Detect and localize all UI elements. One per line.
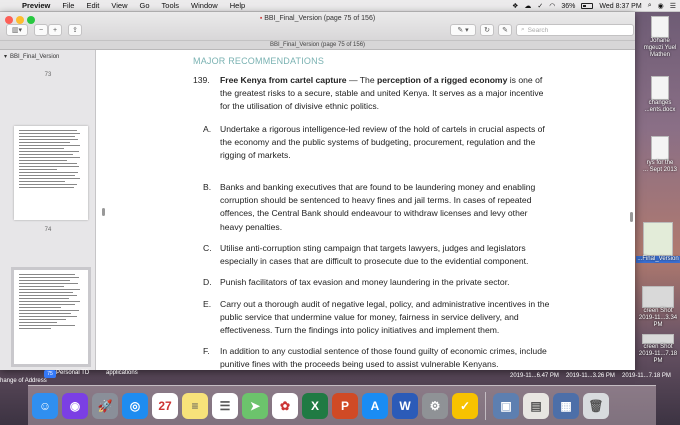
page-number-73: 73 bbox=[44, 72, 52, 78]
dock-document-icon[interactable]: ▤ bbox=[523, 393, 549, 419]
recommendation-item: Undertake a rigorous intelligence-led review of the hold of cartels in crucial aspects of the economy and the public systems of budgeting, procurement, regulation and the rigging of markets. bbox=[220, 124, 545, 161]
dock-preview-icon[interactable]: ▣ bbox=[493, 393, 519, 419]
desktop-file-label[interactable]: 2019-11...7.18 PM bbox=[622, 373, 671, 379]
menu-edit[interactable]: Edit bbox=[86, 1, 100, 10]
dock-siri-icon[interactable]: ◉ bbox=[62, 393, 88, 419]
dock-photos-icon[interactable]: ✿ bbox=[272, 393, 298, 419]
dock-powerpoint-icon[interactable]: P bbox=[332, 393, 358, 419]
dock-safari-icon[interactable]: ◎ bbox=[122, 393, 148, 419]
desktop-file-icon[interactable] bbox=[640, 136, 680, 174]
page-number-74: 74 bbox=[44, 227, 52, 233]
desktop-file-label[interactable]: hange of Address bbox=[0, 378, 47, 384]
markup-pen-button[interactable] bbox=[450, 24, 476, 36]
clock[interactable]: Wed 8:37 PM bbox=[599, 2, 642, 10]
desktop-file-label[interactable]: Personal TD bbox=[56, 370, 90, 376]
search-field[interactable] bbox=[516, 24, 634, 36]
dock-word-icon[interactable]: W bbox=[392, 393, 418, 419]
magnifier-icon: ⌕ bbox=[521, 26, 525, 33]
desktop-file-label[interactable]: applications bbox=[106, 370, 138, 376]
item-letter: F. bbox=[203, 346, 210, 356]
screenshot-thumbnail-icon bbox=[642, 286, 674, 308]
menu-file[interactable]: File bbox=[62, 1, 75, 10]
menu-app-name[interactable]: Preview bbox=[22, 1, 51, 10]
pdf-thumbnail-icon bbox=[643, 222, 673, 256]
paragraph-dash: — The bbox=[346, 75, 377, 85]
desktop-file-icon[interactable] bbox=[636, 334, 680, 365]
share-button[interactable] bbox=[68, 24, 82, 36]
menu-help[interactable]: Help bbox=[229, 1, 246, 10]
desktop-file-icon[interactable] bbox=[636, 286, 680, 329]
cloud-icon[interactable]: ☁ bbox=[524, 3, 532, 10]
desktop-file-label: creen Shot 2019-11...7.18 PM bbox=[638, 344, 678, 364]
share-icon: ⇪ bbox=[72, 27, 78, 34]
recommendation-item: In addition to any custodial sentence of those found guilty of economic crimes, include punitive fines with the proceeds being used to assist vulnerable Kenyans. bbox=[220, 346, 547, 370]
dock-separator bbox=[485, 392, 486, 420]
dock-app-store-icon[interactable]: A bbox=[362, 393, 388, 419]
document-title-bar: BBI_Final_Version (page 75 of 156) bbox=[0, 40, 635, 50]
rotate-button[interactable] bbox=[480, 24, 494, 36]
dock-reminders-icon[interactable]: ☰ bbox=[212, 393, 238, 419]
item-letter: B. bbox=[203, 182, 212, 192]
recommendation-item: Banks and banking executives that are found to be laundering money and enabling corruption should be sentenced to heavy fines and jail terms. In cases of repeated offences, the Central Bank should endeavour to withdraw licenses and levy other heavy penalties. bbox=[220, 182, 536, 232]
document-scrollbar[interactable] bbox=[630, 212, 633, 222]
zoom-in-button[interactable] bbox=[48, 24, 62, 36]
status-area bbox=[512, 0, 676, 12]
menu-bar bbox=[0, 0, 680, 12]
page-thumbnail-74[interactable] bbox=[14, 126, 88, 220]
desktop-file-label[interactable]: 2019-11...3.26 PM bbox=[566, 373, 615, 379]
dock-screenshot-icon[interactable]: ▦ bbox=[553, 393, 579, 419]
item-letter: D. bbox=[203, 277, 212, 287]
item-letter: A. bbox=[203, 124, 212, 134]
item-letter: E. bbox=[203, 299, 212, 309]
dock-norton-icon[interactable]: ✓ bbox=[452, 393, 478, 419]
desktop-file-icon[interactable] bbox=[636, 222, 680, 263]
desktop-file-label: changes ...ents.docx bbox=[644, 100, 676, 113]
desktop-label-strip bbox=[0, 370, 680, 385]
desktop-file-label: Johane mgeuzi Yuel Mathen bbox=[643, 38, 677, 58]
pen-icon: ✎ ▾ bbox=[457, 27, 469, 34]
lock-document-icon bbox=[651, 136, 669, 160]
window-toolbar bbox=[0, 12, 635, 40]
paragraph-number: 139. bbox=[193, 75, 210, 85]
desktop-file-label: rys for the ... Sept 2013 bbox=[642, 160, 678, 173]
sidebar-doc-name: BBI_Final_Version bbox=[10, 53, 60, 60]
disclosure-triangle-icon[interactable]: ▾ bbox=[4, 54, 8, 60]
section-heading: MAJOR RECOMMENDATIONS bbox=[193, 56, 325, 66]
paragraph-emphasis: perception of a rigged economy bbox=[377, 75, 508, 85]
menu-tools[interactable]: Tools bbox=[161, 1, 180, 10]
zoom-in-icon: + bbox=[52, 26, 58, 34]
paragraph-text: is one of the greatest risks to a secure, stable and united Kenya. It serves as a major incentive for the utilisation of divisive ethnic politics. bbox=[220, 75, 544, 112]
rotate-icon: ↻ bbox=[484, 27, 490, 34]
pdf-file-icon: ▪ bbox=[259, 15, 263, 22]
desktop-file-icon[interactable] bbox=[640, 76, 680, 114]
zoom-out-icon: − bbox=[38, 26, 44, 34]
dock-maps-icon[interactable]: ➤ bbox=[242, 393, 268, 419]
desktop-file-label[interactable]: 2019-11...6.47 PM bbox=[510, 373, 559, 379]
screenshot-thumbnail-icon bbox=[642, 334, 674, 344]
dock-notes-icon[interactable]: ≡ bbox=[182, 393, 208, 419]
search-placeholder: Search bbox=[527, 26, 549, 34]
desktop-file-label: creen Shot 2019-11...3.34 PM bbox=[638, 308, 678, 328]
paragraph-lead: Free Kenya from cartel capture bbox=[220, 75, 347, 85]
document-icon bbox=[651, 16, 669, 38]
dock-system-preferences-icon[interactable]: ⚙ bbox=[422, 393, 448, 419]
menu-view[interactable]: View bbox=[111, 1, 128, 10]
markup-icon: ✎ bbox=[502, 27, 508, 34]
battery-percent[interactable]: 36% bbox=[561, 2, 576, 10]
recommendation-item: Punish facilitators of tax evasion and money laundering in the private sector. bbox=[220, 277, 510, 287]
wifi-icon[interactable]: ◠ bbox=[549, 3, 556, 10]
menu-go[interactable]: Go bbox=[139, 1, 150, 10]
zoom-out-button[interactable] bbox=[34, 24, 48, 36]
dock-launchpad-icon[interactable]: 🚀 bbox=[92, 393, 118, 419]
dock-calendar-icon[interactable]: 27 bbox=[152, 393, 178, 419]
paragraph-139 bbox=[220, 74, 550, 114]
sidebar-icon: ▥▾ bbox=[11, 27, 23, 34]
dropbox-icon[interactable]: ❖ bbox=[512, 3, 519, 10]
notification-center-icon[interactable]: ☰ bbox=[669, 3, 676, 10]
dock-excel-icon[interactable]: X bbox=[302, 393, 328, 419]
desktop-file-label: ...Final_Version bbox=[637, 256, 679, 262]
battery-icon[interactable] bbox=[581, 3, 593, 9]
recommendation-item: Carry out a thorough audit of negative legal, policy, and administrative incentives in the public service that undermine value for money, fairness in service delivery, and effectiveness. Turn the findings into policy initiatives and implement them. bbox=[220, 299, 550, 336]
sidebar-toggle-button[interactable] bbox=[6, 24, 28, 36]
lock-document-icon bbox=[651, 76, 669, 100]
document-page bbox=[107, 51, 632, 370]
dock bbox=[28, 385, 656, 425]
current-page-badge: 75 bbox=[44, 370, 56, 378]
desktop-file-icon[interactable] bbox=[640, 16, 680, 59]
search-icon[interactable]: ⌕ bbox=[647, 2, 652, 9]
item-letter: C. bbox=[203, 243, 212, 253]
markup-toolbar-button[interactable] bbox=[498, 24, 512, 36]
sidebar-doc-header[interactable] bbox=[4, 53, 59, 60]
menu-window[interactable]: Window bbox=[191, 1, 218, 10]
siri-icon[interactable]: ◉ bbox=[657, 3, 664, 10]
sidebar-scrollbar[interactable] bbox=[102, 208, 105, 216]
dock-finder-icon[interactable]: ☺ bbox=[32, 393, 58, 419]
norton-icon[interactable]: ✓ bbox=[537, 3, 544, 10]
window-title: ▪ BBI_Final_Version (page 75 of 156) bbox=[259, 15, 376, 22]
page-thumbnail-75[interactable] bbox=[14, 270, 88, 364]
dock-trash-icon[interactable]: 🗑 bbox=[583, 393, 609, 419]
recommendation-item: Utilise anti-corruption sting campaign that targets lawyers, judges and legislators especially in cases that are difficult to prosecute due to the evidential component. bbox=[220, 243, 529, 267]
